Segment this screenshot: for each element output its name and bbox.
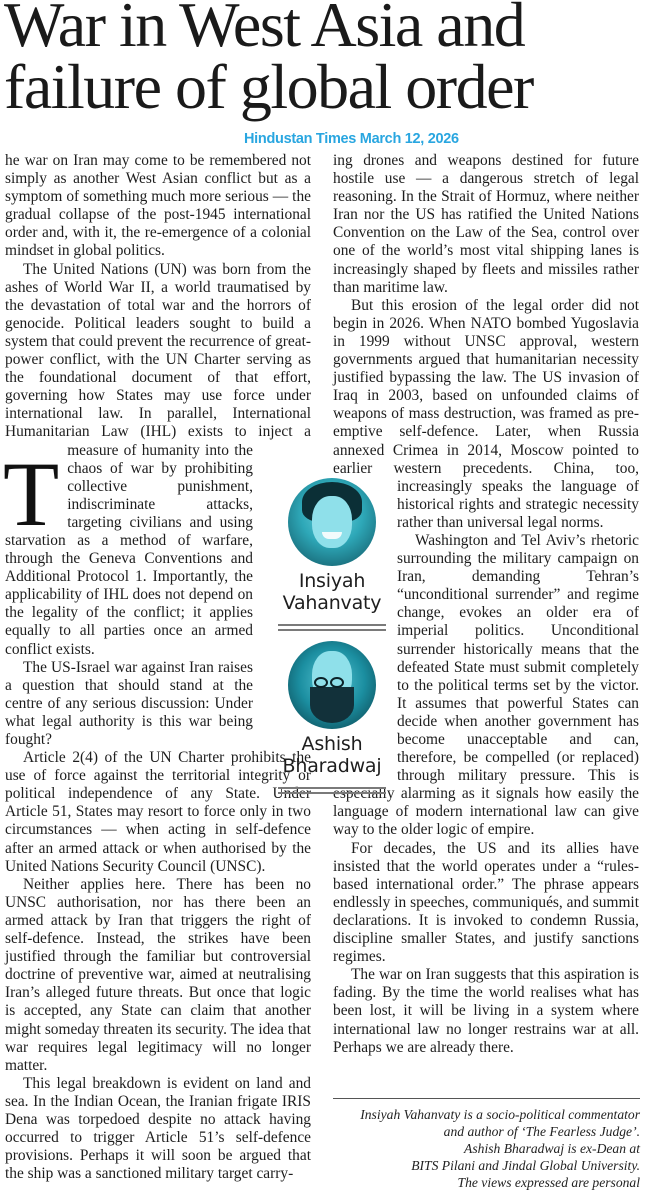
paragraph: This legal breakdown is evident on land and sea. In the Indian Ocean, the Iranian frigate IRIS Dena was torpedoed despite no attack having occurred to trigger Article 51’s self-defence provisions. Perhaps it will soon be argued that the ship was a sanctioned military target carry- — [5, 1074, 311, 1183]
headline-line-1: War in West Asia and — [4, 0, 525, 60]
paragraph: Neither applies here. There has been no UNSC authorisation, nor has there been an armed attack by Iran that triggers the right of self-defence. Instead, the strikes have been justified through the familiar but controversial doctrine of preventive war, aimed at neutralising Iran’s alleged future threats. But once that logic is accepted, any State can claim that another might someday threaten its security. The idea that war requires legal legitimacy will no longer matter. — [5, 875, 311, 1074]
bio-line: Ashish Bharadwaj is ex-Dean at — [464, 1141, 640, 1156]
author-portraits — [272, 478, 392, 804]
face-shape — [312, 496, 352, 548]
author-photo-ashish — [288, 641, 376, 729]
beard-shape — [310, 687, 354, 723]
bio-line: and author of ‘The Fearless Judge’. — [443, 1124, 640, 1139]
bio-line: The views expressed are personal — [457, 1175, 640, 1190]
headline-line-2: failure of global order — [4, 51, 533, 122]
paragraph: The United Nations (UN) was born from the ashes of World War II, a world traumatised by the devastation of total war and the horrors of genocide. Political leaders sought to build a system that could prevent the recurrence of great-power conflict, with the UN Charter serving as the foundational document of that effort, governing how States may use force under international law. In parallel, International Humanitarian Law (IHL) exists to inject a measure of humanity into the chaos of war by prohibiting collective punishment, indiscriminate attacks, targeting civilians and using starvation as a method of warfare, through the Geneva Conventions and Additional Protocol 1. Importantly, the applicability of IHL does not depend on the legality of the conflict; it applies equally to all parties once an armed conflict exists. — [5, 260, 311, 658]
author-name-1 — [272, 570, 392, 614]
author-first-name: Insiyah — [298, 570, 366, 592]
article-column-left — [5, 152, 311, 1183]
author-bio — [330, 1106, 640, 1191]
double-rule — [278, 787, 386, 794]
paragraph: Washington and Tel Aviv’s rhetoric surrounding the military campaign on Iran, demanding Tehran’s “unconditional surrender” and regime change, evokes an older era of imperial politics. Unconditional surrender historically means that the defeated State must submit completely to the political terms set by the victor. It assumes that powerful States can decide when another government has become unacceptable and can, therefore, be compelled (or replaced) through military pressure. This is especially alarming as it signals how easily the language of modern international law can give way to the older logic of empire. — [333, 531, 639, 839]
author-name-2 — [272, 733, 392, 777]
bio-line: BITS Pilani and Jindal Global University. — [411, 1158, 640, 1173]
paragraph: he war on Iran may come to be remembered not simply as another West Asian conflict but as a symptom of something much more serious — the gradual collapse of the post-1945 international order and, with it, the re-emergence of a colonial mindset in global politics. — [5, 152, 311, 260]
headline — [4, 0, 644, 122]
author-last-name: Bharadwaj — [282, 755, 382, 777]
author-first-name: Ashish — [301, 733, 363, 755]
paragraph: The US-Israel war against Iran raises a question that should stand at the centre of any serious discussion: Under what legal authority is this war being fought? — [5, 658, 253, 748]
double-rule — [278, 624, 386, 631]
paragraph: Article 2(4) of the UN Charter prohibits the use of force against the territorial integrity or political independence of any State. Under Article 51, States may resort to force only in two circumstances — when acting in self-defence after an armed attack or when authorised by the United Nations Security Council (UNSC). — [5, 749, 311, 875]
publication-credit: Hindustan Times March 12, 2026 — [244, 131, 459, 147]
paragraph: For decades, the US and its allies have insisted that the world operates under a “rules-based international order.” The phrase appears endlessly in speeches, communiqués, and summit declarations. It is invoked to condemn Russia, discipline smaller States, and justify sanctions regimes. — [333, 839, 639, 966]
author-photo-insiyah — [288, 478, 376, 566]
paragraph: The war on Iran suggests that this aspiration is fading. By the time the world realises what has been lost, it will be living in a system where international law no longer restrains war at all. Perhaps we are already there. — [333, 966, 639, 1056]
dropcap: T — [3, 443, 60, 545]
bio-divider — [333, 1098, 640, 1099]
paragraph: But this erosion of the legal order did not begin in 2026. When NATO bombed Yugoslavia in 1999 without UNSC approval, western governments argued that humanitarian necessity justified bypassing the law. The US invasion of Iraq in 2003, based on unfounded claims of weapons of mass destruction, was framed as pre-emptive self-defence. Later, when Russia annexed Crimea in 2014, Moscow pointed to earlier western precedents. China, too, increasingly speaks the language of historical rights and strategic necessity rather than universal legal norms. — [333, 296, 639, 531]
glasses-icon — [314, 675, 350, 687]
author-last-name: Vahanvaty — [282, 592, 382, 614]
bio-line: Insiyah Vahanvaty is a socio-political commentator — [360, 1107, 640, 1122]
paragraph: ing drones and weapons destined for future hostile use — a dangerous stretch of legal reasoning. In the Strait of Hormuz, where neither Iran nor the US has ratified the United Nations Convention on the Law of the Sea, control over one of the world’s most vital shipping lanes is increasingly shaped by fleets and missiles rather than maritime law. — [333, 152, 639, 296]
